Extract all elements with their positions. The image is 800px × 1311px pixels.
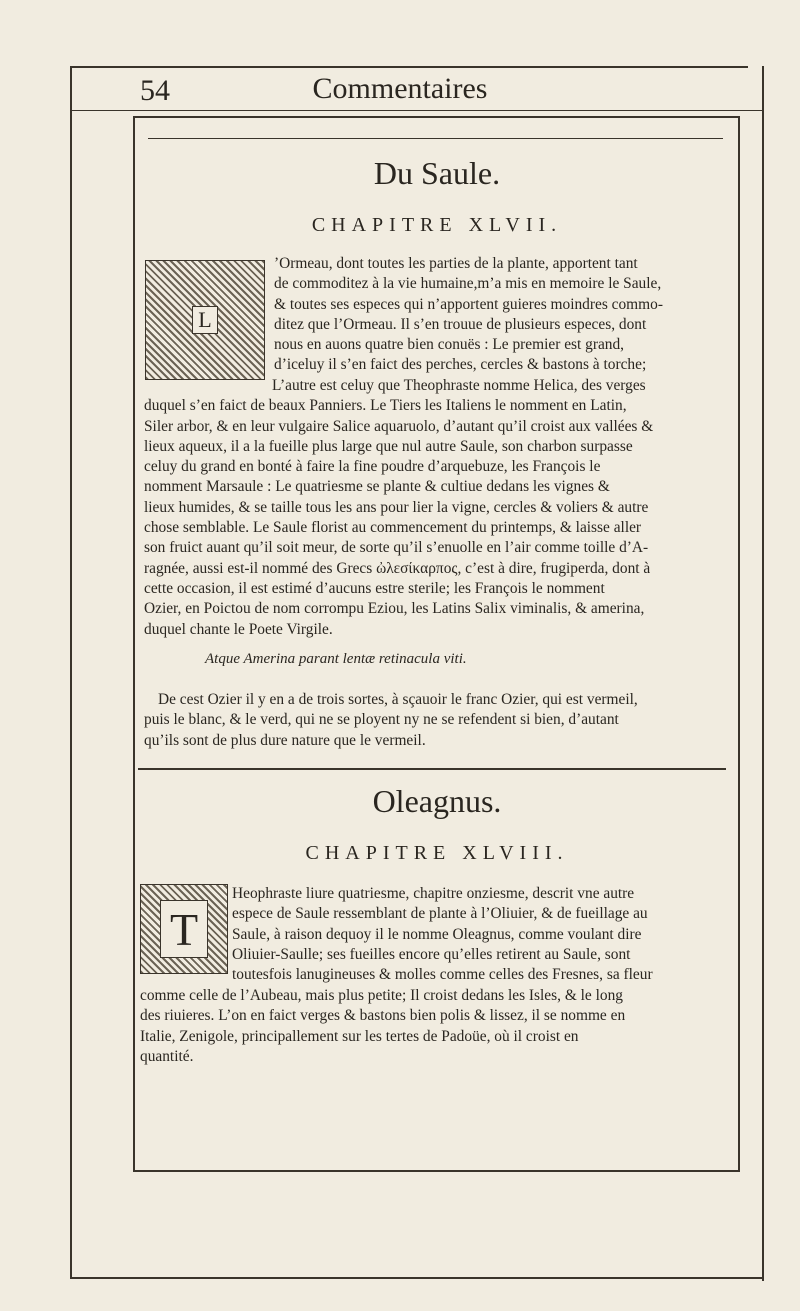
chapter-47-decorated-initial	[145, 260, 265, 380]
chapter-47-closing-line-1: De cest Ozier il y en a de trois sortes, à sçauoir le franc Ozier, qui est vermeil,	[158, 691, 638, 708]
chapter-47-line-11: celuy du grand en bonté à faire la fine poudre d’arquebuze, les François le	[144, 458, 601, 476]
chapter-48-line-5: toutesfois lanugineuses & molles comme celles des Fresnes, sa fleur	[232, 966, 653, 984]
inner-box-bottom	[133, 1170, 740, 1172]
chapter-48-line-6: comme celle de l’Aubeau, mais plus petite; Il croist dedans les Isles, & le long	[140, 987, 623, 1004]
chapter-47-line-12: nomment Marsaule : Le quatriesme se plante & cultiue dedans les vignes &	[144, 478, 610, 496]
chapter-48-line-8: Italie, Zenigole, principallement sur les tertes de Padoüe, où il croist en	[140, 1027, 579, 1045]
chapter-47-line-8: duquel s’en faict de beaux Panniers. Le Tiers les Italiens le nomment en Latin,	[144, 397, 627, 415]
chapter-47-line-13: lieux humides, & se taille tous les ans pour lier la vigne, cercles & voliers & autre	[144, 498, 649, 516]
chapter-47-line-17: cette occasion, il est estimé d’aucuns estre sterile; les François le nomment	[144, 579, 605, 597]
chapter-47-line-1: ’Ormeau, dont toutes les parties de la plante, apportent tant	[274, 255, 638, 272]
chapter-47-verse: Atque Amerina parant lentæ retinacula viti.	[205, 651, 467, 667]
chapter-47-closing	[144, 690, 735, 751]
inner-box-top	[133, 116, 740, 118]
chapter-48-title: Oleagnus.	[372, 783, 502, 819]
running-title: Commentaires	[312, 72, 488, 105]
chapter-48-line-4: Oliuier-Saulle; ses fueilles encore qu’elles retirent au Saule, sont	[232, 945, 631, 963]
chapter-48-initial-letter: T	[160, 900, 208, 958]
chapter-47-line-15: son fruict auant qu’il soit meur, de sorte qu’il s’enuolle en l’air comme toille d’A-	[144, 539, 649, 557]
chapter-47-line-18: Ozier, en Poictou de nom corrompu Eziou, les Latins Salix viminalis, & amerina,	[144, 600, 645, 618]
chapter-47-line-3: & toutes ses especes qui n’apportent guieres moindres commo-	[274, 295, 663, 313]
chapter-47-line-19: duquel chante le Poete Virgile.	[144, 620, 333, 638]
inner-box-left	[133, 116, 135, 1172]
bottom-rule	[70, 1277, 762, 1279]
chapter-47-line-16: ragnée, aussi est-il nommé des Grecs ὠλεσίκαρπος, c’est à dire, frugiperda, dont à	[144, 559, 651, 577]
page-number: 54	[140, 74, 170, 107]
chapter-48-decorated-initial	[140, 884, 228, 974]
chapter-48-line-2: espece de Saule ressemblant de plante à l’Oliuier, & de fueillage au	[232, 905, 648, 923]
chapter-47-initial-letter: L	[192, 306, 218, 334]
chapter-48-body-wide	[140, 986, 728, 1067]
inner-box-right	[738, 116, 740, 1172]
chapter-47-closing-line-3: qu’ils sont de plus dure nature que le vermeil.	[144, 731, 426, 749]
chapter-47-body	[274, 254, 735, 376]
chapter-48-line-7: des riuieres. L’on en faict verges & bastons bien polis & lissez, il se nomme en	[140, 1007, 626, 1025]
chapter-47-heading: CHAPITRE XLVII.	[311, 214, 563, 236]
chapter-48-body	[232, 884, 728, 985]
chapter-48-line-9: quantité.	[140, 1047, 194, 1065]
chapter-47-title: Du Saule.	[373, 155, 501, 191]
chapter-47-line-7: L’autre est celuy que Theophraste nomme Helica, des verges	[272, 377, 646, 394]
chapter-47-line-2: de commoditez à la vie humaine,m’a mis en memoire le Saule,	[274, 275, 662, 293]
chapter-47-line-10: lieux aqueux, il a la fueille plus large que nul autre Saule, son charbon surpasse	[144, 437, 633, 455]
right-rule	[762, 66, 764, 1281]
chapter-47-line-9: Siler arbor, & en leur vulgaire Salice aquaruolo, d’autant qu’il croist aux vallées &	[144, 417, 654, 435]
chapter-48-line-3: Saule, à raison dequoy il le nomme Oleagnus, comme voulant dire	[232, 925, 642, 943]
chapter-47-line-5: nous en auons quatre bien conuës : Le premier est grand,	[274, 336, 625, 354]
chapter-47-closing-line-2: puis le blanc, & le verd, qui ne se ployent ny ne se refendent si bien, d’autant	[144, 711, 619, 729]
chapter-48-heading: CHAPITRE XLVIII.	[305, 842, 569, 864]
top-rule	[70, 66, 748, 68]
chapter-47-line-14: chose semblable. Le Saule florist au commencement du printemps, & laisse aller	[144, 519, 642, 537]
chapter-47-body-wide	[144, 376, 735, 640]
head-rule	[70, 110, 762, 111]
chapter-47-line-6: d’iceluy il s’en faict des perches, cercles & bastons à torche;	[274, 356, 647, 374]
chapter-48-line-1: Heophraste liure quatriesme, chapitre onziesme, descrit vne autre	[232, 885, 635, 902]
chapter-47-top-rule	[148, 138, 723, 139]
left-rule	[70, 66, 72, 1278]
chapter-divider	[138, 768, 726, 770]
chapter-47-line-4: ditez que l’Ormeau. Il s’en trouue de plusieurs especes, dont	[274, 315, 647, 333]
